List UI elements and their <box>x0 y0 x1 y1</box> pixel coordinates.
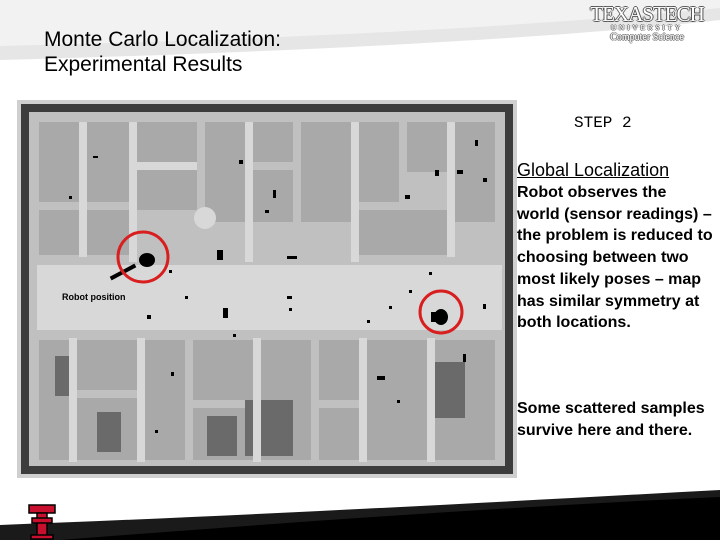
step-label: STEP 2 <box>574 114 632 132</box>
logo-wordmark: TEXASTECH <box>590 2 704 26</box>
slide-title <box>44 27 281 77</box>
footer-swoosh <box>0 485 720 540</box>
robot-position-label: Robot position <box>62 292 126 302</box>
title-line-2: Experimental Results <box>44 53 243 76</box>
description-text: Robot observes the world (sensor readings) – the problem is reduced to choosing between two most likely poses – map has similar symmetry at both locations. <box>517 184 713 332</box>
localization-map-image <box>17 100 517 478</box>
logo-department: Computer Science <box>610 32 684 43</box>
scattered-samples-note: Some scattered samples survive here and there. <box>517 400 705 439</box>
texas-tech-logo <box>588 4 706 44</box>
section-heading: Global Localization <box>517 160 670 180</box>
double-t-logo-icon <box>28 504 56 540</box>
logo-university: UNIVERSITY <box>611 24 683 32</box>
title-line-1: Monte Carlo Localization: <box>44 28 281 51</box>
